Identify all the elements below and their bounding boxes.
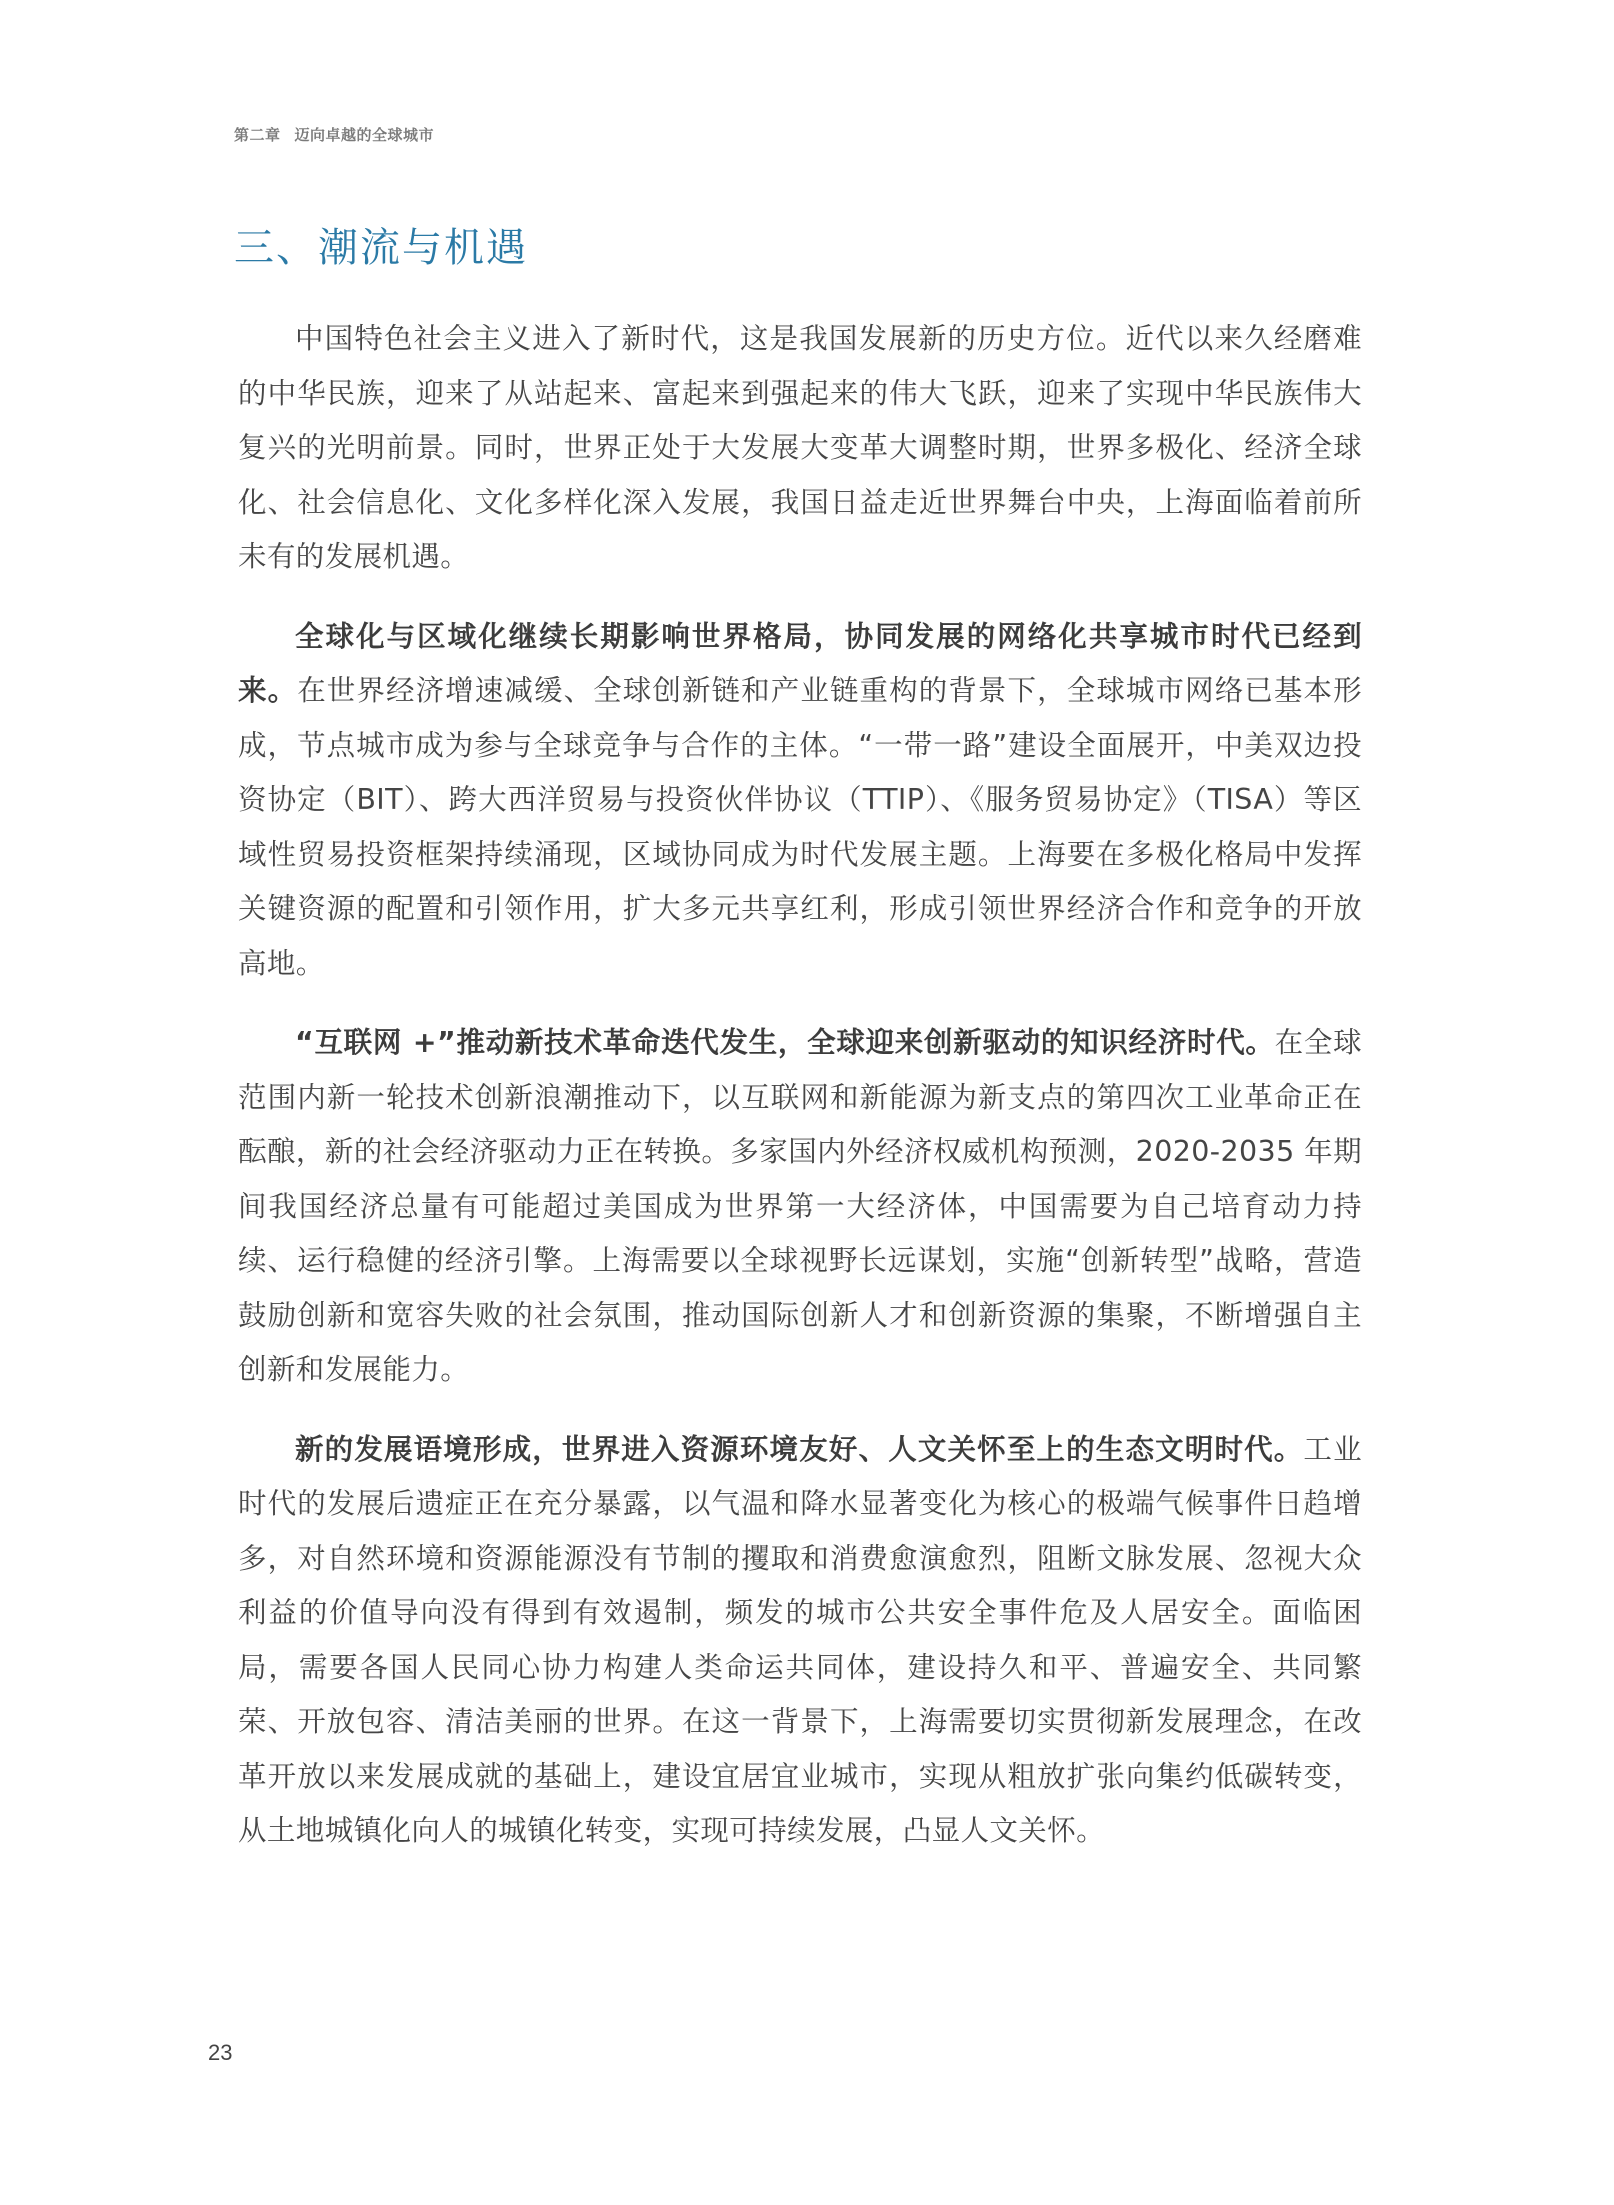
paragraph-lead: 新的发展语境形成，世界进入资源环境友好、人文关怀至上的生态文明时代。 [295,1432,1304,1466]
page-number: 23 [208,2040,233,2065]
paragraph-3 [238,1016,1362,1398]
paragraph-text: 在全球范围内新一轮技术创新浪潮推动下，以互联网和新能源为新支点的第四次工业革命正在酝酿，新的社会经济驱动力正在转换。多家国内外经济权威机构预测，2020-2035 年期间我国经济总量有可能超过美国成为世界第一大经济体，中国需要为自己培育动力持续、运行稳健的经济引擎。上海需要以全球视野长远谋划，实施“创新转型”战略，营造鼓励创新和宽容失败的社会氛围，推动国际创新人才和创新资源的集聚，不断增强自主创新和发展能力。 [238,1026,1362,1386]
paragraph-4 [238,1423,1362,1859]
chapter-number: 第二章 [234,126,281,144]
paragraph-text: 在世界经济增速减缓、全球创新链和产业链重构的背景下，全球城市网络已基本形成，节点城市成为参与全球竞争与合作的主体。“一带一路”建设全面展开，中美双边投资协定（BIT）、跨大西洋贸易与投资伙伴协议（TTIP）、《服务贸易协定》（TISA）等区域性贸易投资框架持续涌现，区域协同成为时代发展主题。上海要在多极化格局中发挥关键资源的配置和引领作用，扩大多元共享红利，形成引领世界经济合作和竞争的开放高地。 [238,674,1362,980]
chapter-title: 迈向卓越的全球城市 [294,126,435,144]
paragraph-text: 中国特色社会主义进入了新时代，这是我国发展新的历史方位。近代以来久经磨难的中华民族，迎来了从站起来、富起来到强起来的伟大飞跃，迎来了实现中华民族伟大复兴的光明前景。同时，世界正处于大发展大变革大调整时期，世界多极化、经济全球化、社会信息化、文化多样化深入发展，我国日益走近世界舞台中央，上海面临着前所未有的发展机遇。 [238,322,1362,573]
running-header [234,124,434,145]
paragraph-text: 工业时代的发展后遗症正在充分暴露，以气温和降水显著变化为核心的极端气候事件日趋增多，对自然环境和资源能源没有节制的攫取和消费愈演愈烈，阻断文脉发展、忽视大众利益的价值导向没有得到有效遏制，频发的城市公共安全事件危及人居安全。面临困局，需要各国人民同心协力构建人类命运共同体，建设持久和平、普遍安全、共同繁荣、开放包容、清洁美丽的世界。在这一背景下，上海需要切实贯彻新发展理念，在改革开放以来发展成就的基础上，建设宜居宜业城市，实现从粗放扩张向集约低碳转变，从土地城镇化向人的城镇化转变，实现可持续发展，凸显人文关怀。 [238,1432,1362,1847]
paragraph-1 [238,312,1362,585]
paragraph-2 [238,610,1362,992]
section-title: 三、潮流与机遇 [234,225,528,271]
paragraph-lead: 全球化与区域化继续长期影响世界格局，协同发展的网络化共享城市时代已经到来。 [238,619,1362,707]
body-text [238,312,1362,1884]
paragraph-lead: “互联网 +”推动新技术革命迭代发生，全球迎来创新驱动的知识经济时代。 [295,1026,1275,1059]
